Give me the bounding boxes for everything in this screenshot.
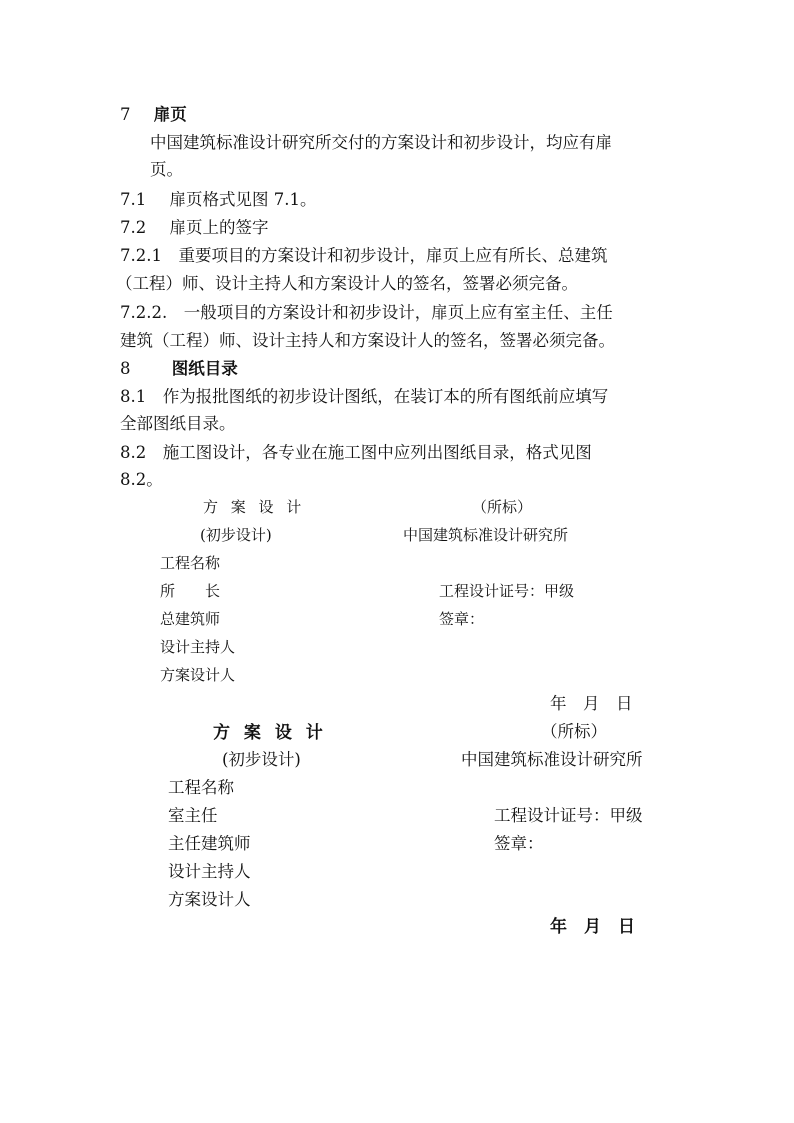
- form2-date: 年 月 日: [550, 917, 635, 937]
- section-8-title: 图纸目录: [171, 359, 238, 378]
- section-7-title: 扉页: [153, 105, 187, 124]
- form1-stamp-label: （所标）: [472, 498, 533, 516]
- clause-7-2-2-line1: 7.2.2. 一般项目的方案设计和初步设计，扉页上应有室主任、主任: [120, 303, 613, 322]
- form2-field-chief-architect: 主任建筑师: [168, 834, 251, 853]
- form2-cert-label: 工程设计证号：甲级: [494, 806, 643, 825]
- form2-stamp-label: （所标）: [541, 722, 607, 741]
- clause-8-2-line2: 8.2。: [120, 470, 163, 489]
- section-7-paragraph-line2: 页。: [150, 160, 183, 179]
- form2-field-scheme-designer: 方案设计人: [168, 890, 251, 909]
- form1-subtitle: (初步设计): [200, 526, 272, 544]
- section-7-number: 7: [120, 105, 131, 124]
- form2-subtitle: (初步设计): [222, 750, 301, 769]
- clause-7-2-1-line1: 7.2.1 重要项目的方案设计和初步设计，扉页上应有所长、总建筑: [120, 246, 608, 265]
- form1-title: 方 案 设 计: [203, 498, 306, 516]
- form1-field-director: 所 长: [160, 582, 221, 600]
- clause-8-1-line1: 8.1 作为报批图纸的初步设计图纸，在装订本的所有图纸前应填写: [120, 387, 609, 406]
- clause-8-2-line1: 8.2 施工图设计，各专业在施工图中应列出图纸目录，格式见图: [120, 443, 592, 462]
- section-8-number: 8: [120, 359, 131, 378]
- form2-seal-label: 签章：: [494, 834, 544, 853]
- clause-7-2-2-line2: 建筑（工程）师、设计主持人和方案设计人的签名，签署必须完备。: [120, 331, 615, 350]
- section-7-paragraph-line1: 中国建筑标准设计研究所交付的方案设计和初步设计，均应有扉: [150, 133, 612, 152]
- clause-7-2-1-line2: （工程）师、设计主持人和方案设计人的签名，签署必须完备。: [116, 274, 578, 293]
- form2-field-section-head: 室主任: [168, 806, 218, 825]
- clause-7-1-text: 扉页格式见图 7.1。: [169, 190, 317, 209]
- form1-field-chief-architect: 总建筑师: [160, 610, 221, 628]
- form1-seal-label: 签章：: [439, 610, 485, 628]
- clause-7-1-number: 7.1: [120, 190, 147, 209]
- form1-cert-label: 工程设计证号：甲级: [439, 582, 575, 600]
- clause-7-2-number: 7.2: [120, 218, 147, 237]
- clause-7-2: [120, 214, 269, 238]
- form2-field-design-lead: 设计主持人: [168, 862, 251, 881]
- clause-7-1: [120, 186, 317, 210]
- form1-field-scheme-designer: 方案设计人: [160, 666, 236, 684]
- section-7-heading: [120, 101, 187, 125]
- clause-8-1-line2: 全部图纸目录。: [120, 414, 236, 433]
- form1-institute: 中国建筑标准设计研究所: [403, 526, 569, 544]
- form2-field-project-name: 工程名称: [168, 778, 234, 797]
- form1-field-project-name: 工程名称: [160, 554, 221, 572]
- form1-date: 年 月 日: [550, 694, 633, 713]
- section-8-heading: [120, 355, 238, 379]
- clause-7-2-text: 扉页上的签字: [169, 218, 269, 237]
- form2-institute: 中国建筑标准设计研究所: [461, 750, 643, 769]
- form2-title: 方 案 设 计: [213, 723, 327, 743]
- form1-field-design-lead: 设计主持人: [160, 638, 236, 656]
